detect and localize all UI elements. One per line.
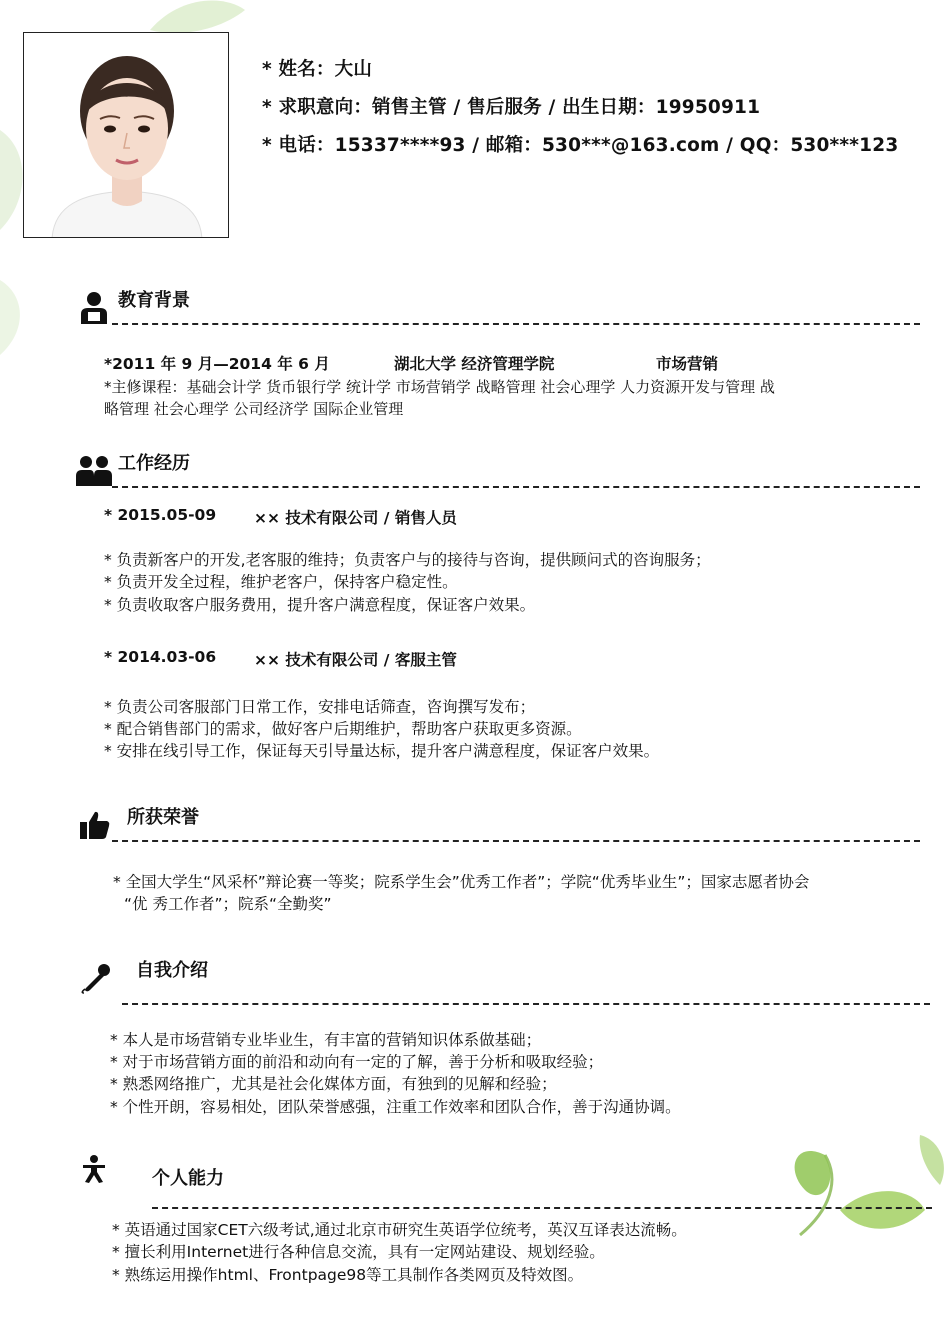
avatar — [24, 33, 229, 238]
qq-label: / QQ： — [719, 135, 791, 156]
intro-line: * 熟悉网络推广，尤其是社会化媒体方面，有独到的见解和经验； — [110, 1075, 557, 1093]
job-2-duty: * 负责公司客服部门日常工作，安排电话筛查，咨询撰写发布； — [104, 698, 536, 716]
divider — [112, 840, 920, 842]
qq-value: 530***123 — [790, 135, 899, 156]
phone-label: * 电话： — [262, 135, 335, 156]
divider — [122, 1003, 930, 1005]
birth-label: / 出生日期： — [541, 97, 656, 118]
job-label: * 求职意向： — [262, 97, 373, 118]
name-line — [262, 55, 372, 81]
skills-line: * 熟练运用操作html、Frontpage98等工具制作各类网页及特效图。 — [112, 1266, 584, 1284]
team-icon — [76, 454, 112, 486]
education-title: 教育背景 — [118, 290, 190, 311]
job-1-company: ×× 技术有限公司 / 销售人员 — [254, 509, 457, 527]
divider — [112, 486, 920, 488]
divider — [152, 1207, 932, 1209]
job-2-company: ×× 技术有限公司 / 客服主管 — [254, 651, 457, 669]
job-1-duty: * 负责收取客户服务费用，提升客户满意程度，保证客户效果。 — [104, 596, 536, 614]
job-2-date: * 2014.03-06 — [104, 648, 217, 666]
phone-value: 15337****93 — [334, 135, 466, 156]
job-1-date: * 2015.05-09 — [104, 506, 217, 524]
intro-line: * 本人是市场营销专业毕业生，有丰富的营销知识体系做基础； — [110, 1031, 542, 1049]
email-label: / 邮箱： — [465, 135, 542, 156]
skills-title: 个人能力 — [152, 1168, 224, 1189]
skills-line: * 英语通过国家CET六级考试,通过北京市研究生英语学位统考，英汉互译表达流畅。 — [112, 1221, 687, 1239]
job-1-duty: * 负责开发全过程，维护老客户，保持客户稳定性。 — [104, 573, 458, 591]
microphone-icon — [80, 962, 112, 994]
name-label: * 姓名： — [262, 59, 335, 80]
person-icon — [82, 1155, 106, 1183]
job-2-duty: * 安排在线引导工作，保证每天引导量达标，提升客户满意程度，保证客户效果。 — [104, 742, 660, 760]
skills-line: * 擅长利用Internet进行各种信息交流，具有一定网站建设、规划经验。 — [112, 1243, 605, 1261]
student-icon — [80, 290, 108, 324]
birth-value: 19950911 — [655, 97, 761, 118]
email-value: 530***@163.com — [541, 135, 720, 156]
job-value: 销售主管 / 售后服务 — [372, 97, 542, 118]
education-school: 湖北大学 经济管理学院 — [394, 355, 555, 373]
job-1-duty: * 负责新客户的开发,老客服的维持；负责客户与的接待与咨询，提供顾问式的咨询服务； — [104, 551, 711, 569]
job-2-duty: * 配合销售部门的需求，做好客户后期维护，帮助客户获取更多资源。 — [104, 720, 582, 738]
name-value: 大山 — [334, 59, 373, 80]
thumbs-up-icon — [80, 810, 110, 840]
education-courses-cont: 略管理 社会心理学 公司经济学 国际企业管理 — [104, 400, 404, 418]
honors-title: 所获荣誉 — [127, 807, 199, 828]
profile-photo — [23, 32, 229, 238]
education-courses: *主修课程：基础会计学 货币银行学 统计学 市场营销学 战略管理 社会心理学 人力资源开发与管理 战 — [104, 378, 775, 396]
education-major: 市场营销 — [656, 355, 719, 373]
intro-title: 自我介绍 — [136, 960, 208, 981]
intro-line: * 个性开朗，容易相处，团队荣誉感强，注重工作效率和团队合作，善于沟通协调。 — [110, 1098, 681, 1116]
work-title: 工作经历 — [118, 453, 190, 474]
intro-line: * 对于市场营销方面的前沿和动向有一定的了解，善于分析和吸取经验； — [110, 1053, 604, 1071]
education-period: *2011 年 9 月—2014 年 6 月 — [104, 355, 330, 373]
divider — [112, 323, 920, 325]
leaf-decoration-bottom-right — [780, 1125, 950, 1265]
contact-line — [262, 131, 898, 157]
job-line — [262, 93, 760, 119]
honors-line-cont: “优 秀工作者”；院系“全勤奖” — [124, 895, 332, 913]
honors-line: * 全国大学生“风采杯”辩论赛一等奖；院系学生会”优秀工作者”；学院“优秀毕业生”；国家志愿者协会 — [113, 873, 810, 891]
